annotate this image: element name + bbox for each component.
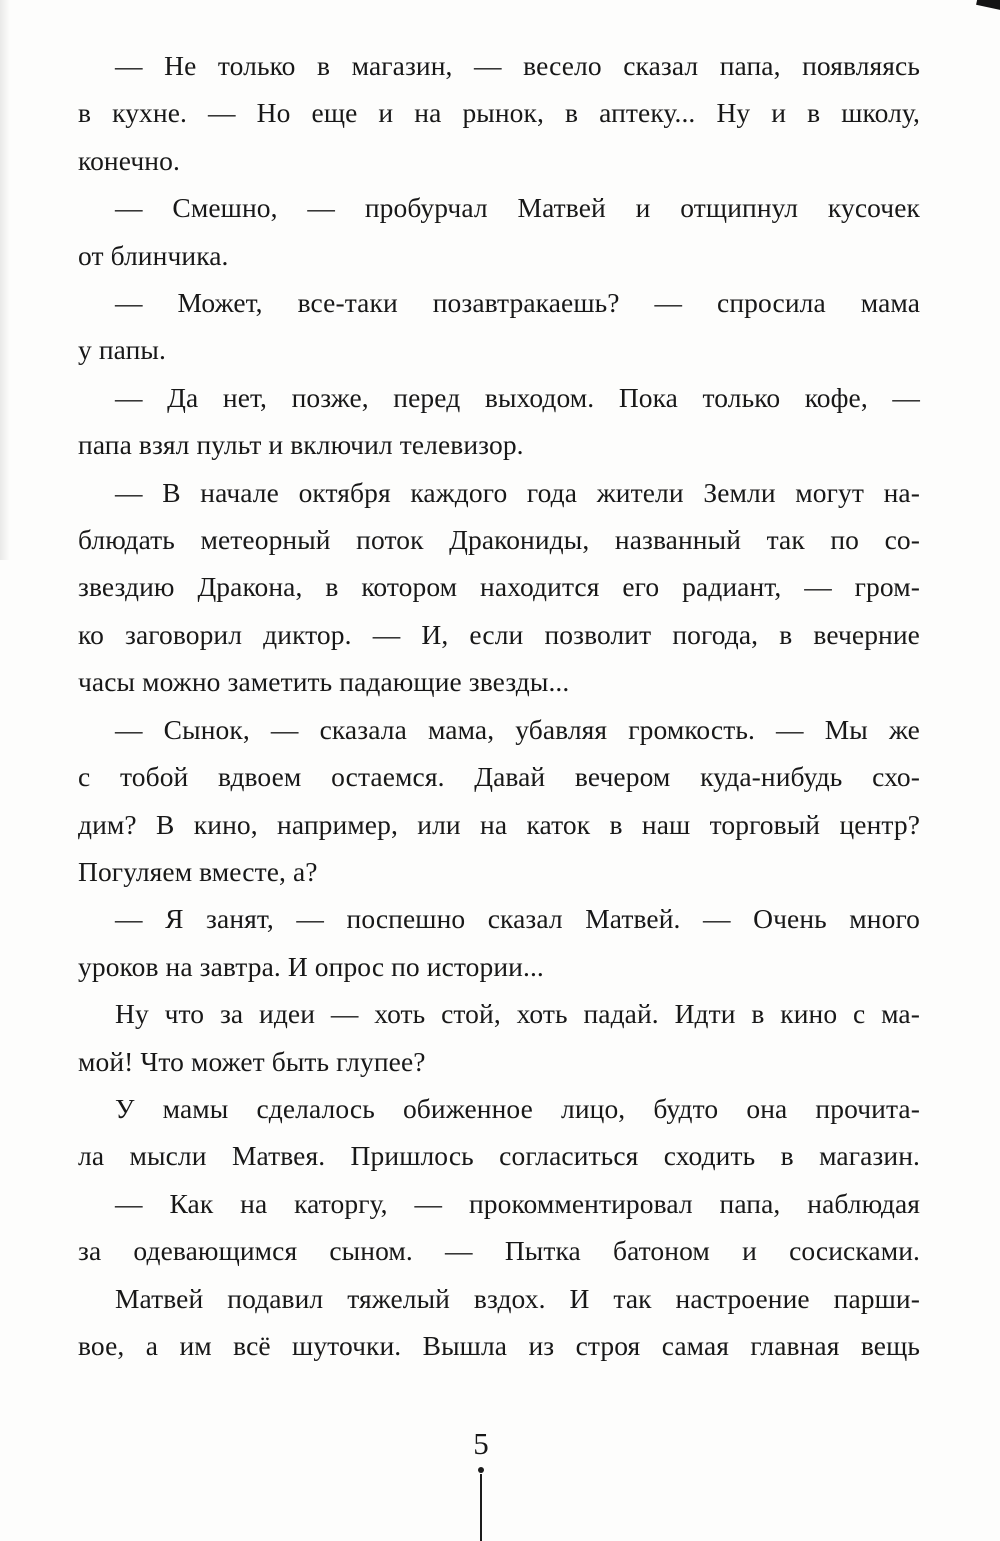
paragraph — [78, 184, 920, 279]
footer-ornament-dot — [478, 1467, 484, 1473]
paragraph — [78, 895, 920, 990]
text-line: дим? В кино, например, или на каток в наш торговый центр? — [78, 808, 920, 840]
text-line: — Сынок, — сказала мама, убавляя громкость. — Мы же — [115, 713, 920, 745]
paragraph — [78, 1275, 920, 1370]
text-line: в кухне. — Но еще и на рынок, в аптеку... Ну и в школу, — [78, 97, 920, 129]
text-line: конечно. — [78, 144, 180, 176]
text-line: вое, а им всё шуточки. Вышла из строя самая главная вещь — [78, 1329, 920, 1361]
paragraph — [78, 374, 920, 469]
text-line: Матвей подавил тяжелый вздох. И так настроение парши- — [115, 1282, 920, 1314]
text-line: — Как на каторгу, — прокомментировал папа, наблюдая — [115, 1187, 920, 1219]
page-text — [78, 42, 920, 1369]
scan-edge-shade — [0, 0, 10, 560]
text-line: — Я занят, — поспешно сказал Матвей. — Очень много — [115, 903, 920, 935]
text-line: мой! Что может быть глупее? — [78, 1045, 426, 1077]
page-number: 5 — [473, 1426, 489, 1461]
text-line: — Смешно, — пробурчал Матвей и отщипнул кусочек — [115, 192, 920, 224]
text-line: с тобой вдвоем остаемся. Давай вечером куда-нибудь схо- — [78, 761, 920, 793]
scan-corner-artifact — [976, 0, 1000, 11]
text-line: за одевающимся сыном. — Пытка батоном и сосисками. — [78, 1235, 920, 1267]
paragraph — [78, 706, 920, 896]
text-line: у папы. — [78, 334, 166, 366]
paragraph — [78, 990, 920, 1085]
text-line: Ну что за идеи — хоть стой, хоть падай. Идти в кино с ма- — [115, 998, 920, 1030]
text-line: — Не только в магазин, — весело сказал папа, появляясь — [115, 50, 920, 81]
paragraph — [78, 279, 920, 374]
text-line: — Да нет, позже, перед выходом. Пока только кофе, — — [115, 381, 920, 413]
text-line: уроков на завтра. И опрос по истории... — [78, 950, 544, 982]
text-line: ко заговорил диктор. — И, если позволит погода, в вечерние — [78, 618, 920, 650]
paragraph — [78, 1085, 920, 1180]
text-line: часы можно заметить падающие звезды... — [78, 666, 570, 698]
text-line: от блинчика. — [78, 239, 229, 271]
paragraph — [78, 42, 920, 184]
footer-ornament-rule — [480, 1474, 482, 1541]
text-line: — В начале октября каждого года жители Земли могут на- — [115, 476, 920, 508]
text-line: — Может, все-таки позавтракаешь? — спросила мама — [115, 287, 920, 319]
text-line: У мамы сделалось обиженное лицо, будто она прочита- — [115, 1092, 920, 1124]
paragraph — [78, 1180, 920, 1275]
text-line: папа взял пульт и включил телевизор. — [78, 429, 524, 461]
text-line: ла мысли Матвея. Пришлось согласиться сходить в магазин. — [78, 1140, 920, 1172]
text-line: звездию Дракона, в котором находится его радиант, — гром- — [78, 571, 920, 603]
paragraph — [78, 469, 920, 706]
text-line: блюдать метеорный поток Дракониды, названный так по со- — [78, 524, 920, 556]
text-line: Погуляем вместе, а? — [78, 855, 318, 887]
